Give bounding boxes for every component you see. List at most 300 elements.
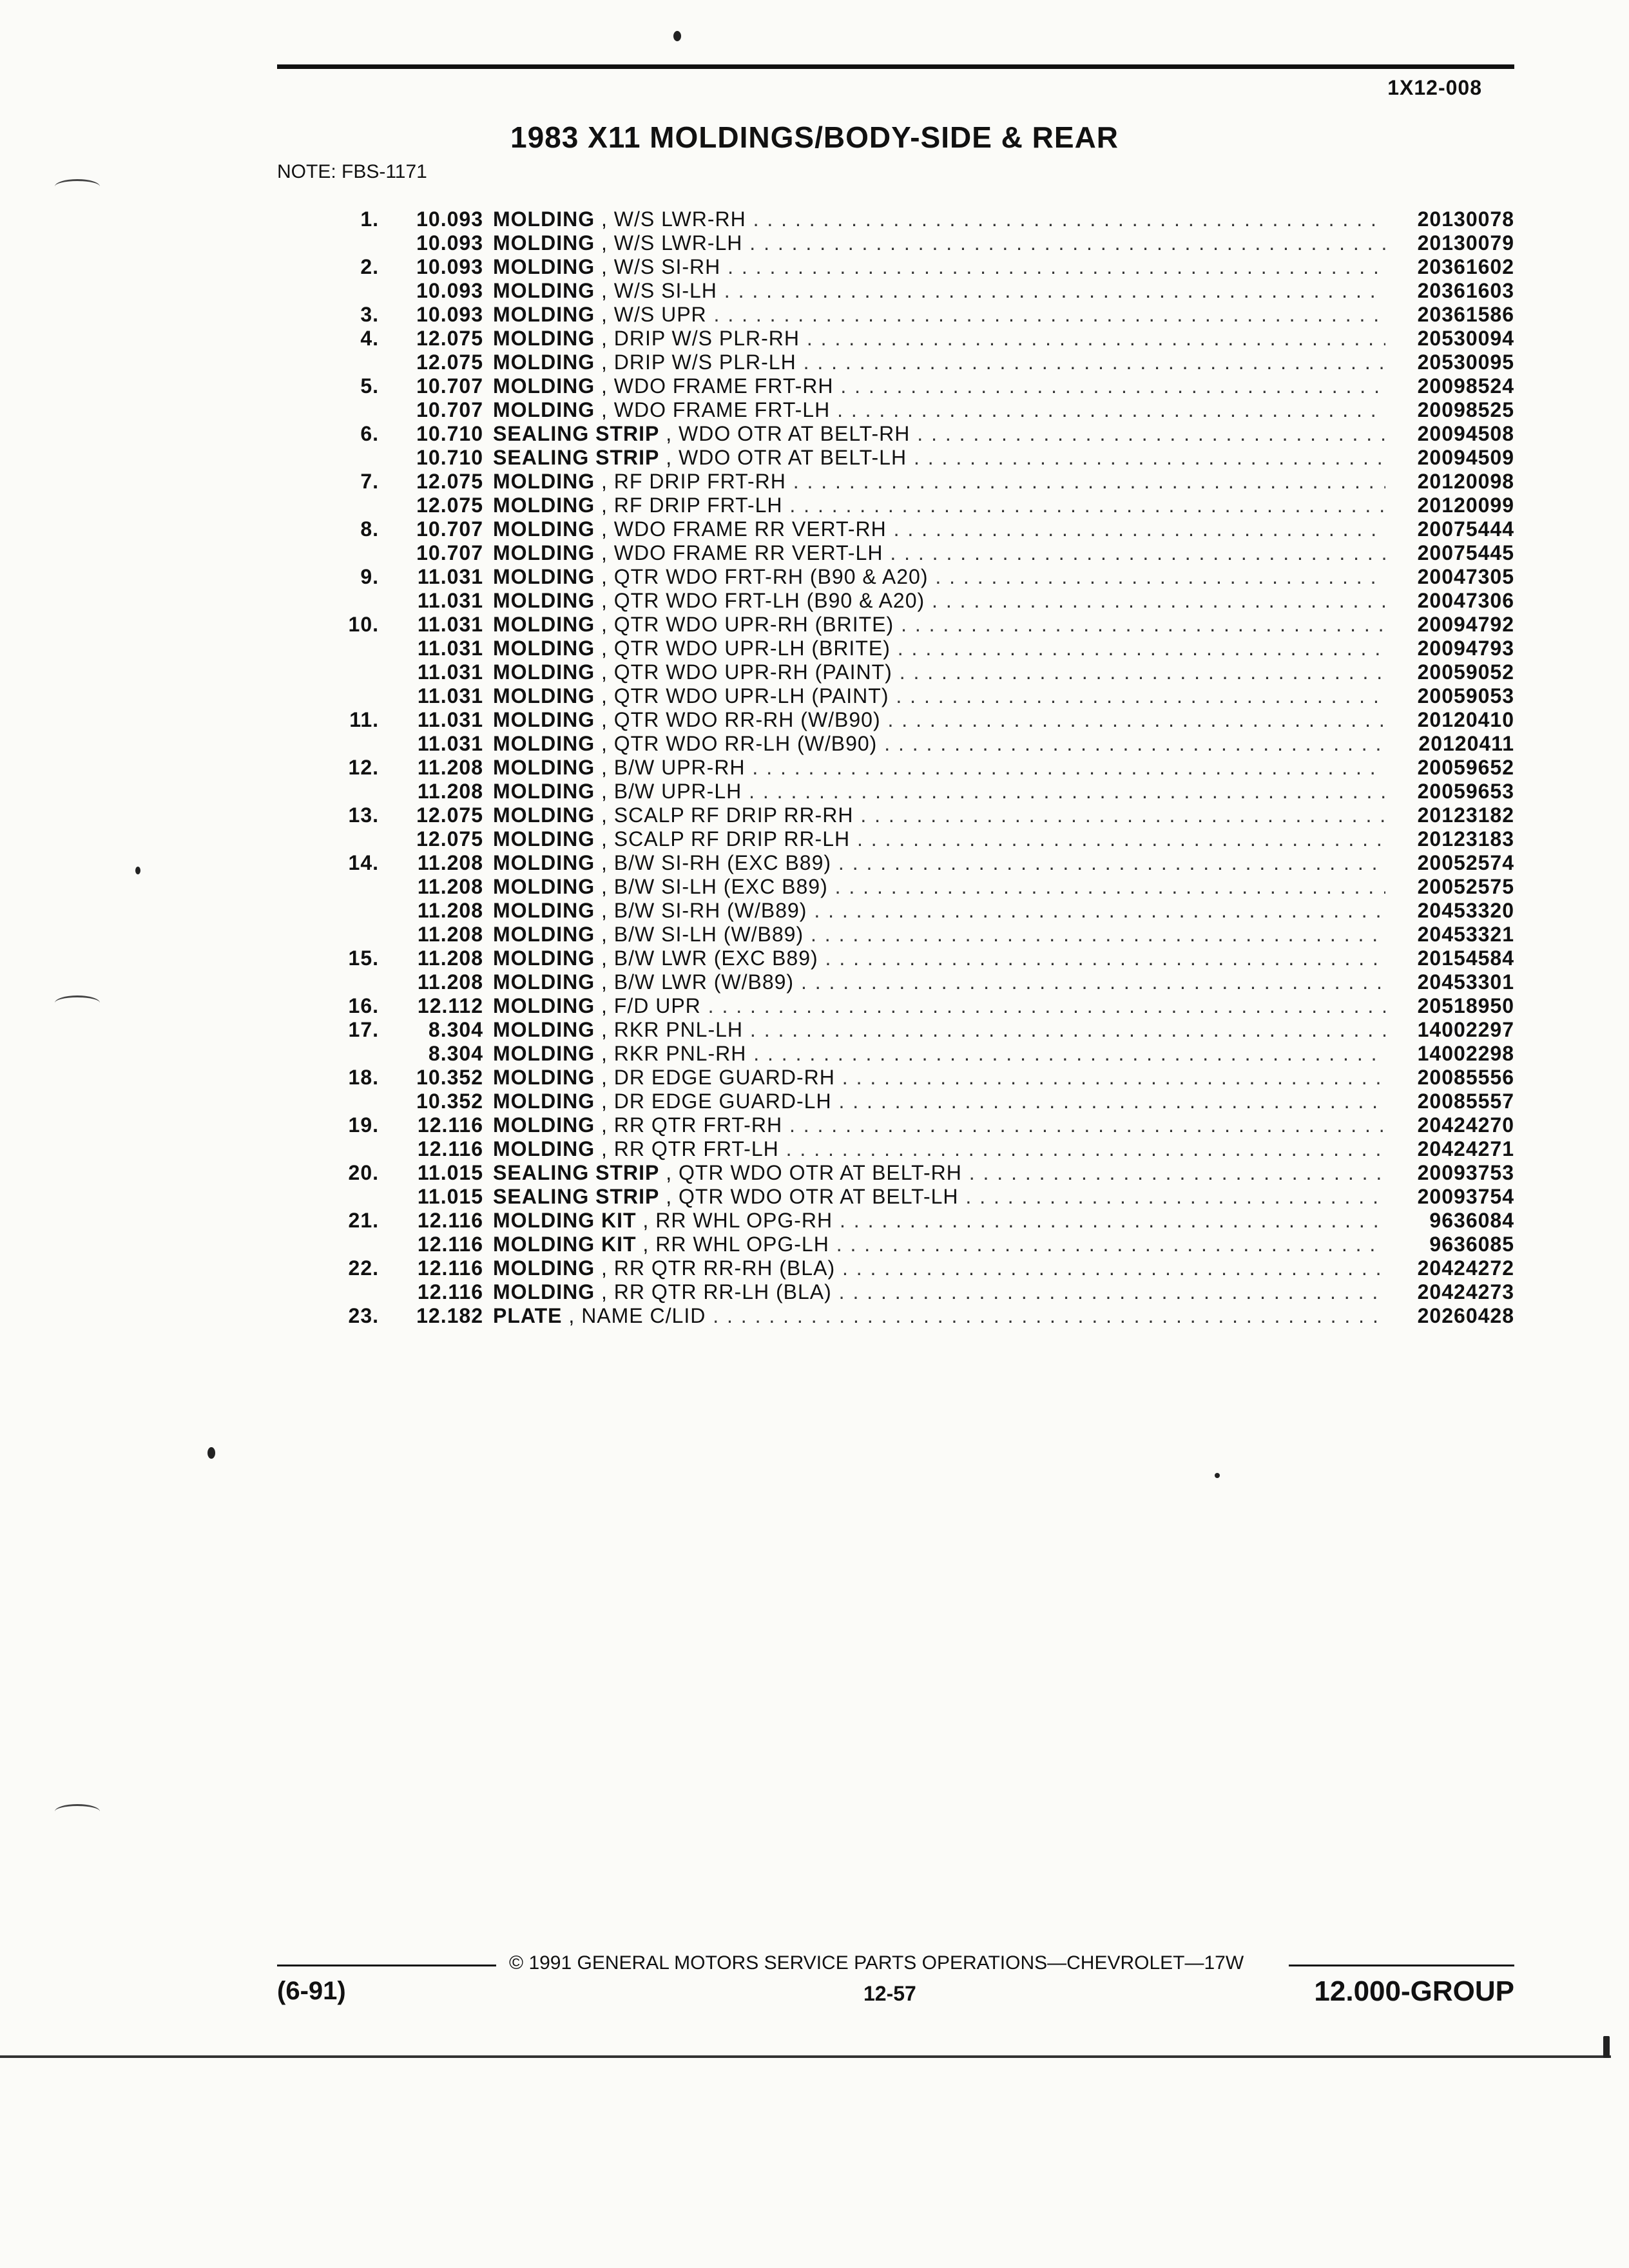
part-row <box>335 1042 1514 1066</box>
part-row <box>335 875 1514 899</box>
part-group-number: 12.116 <box>417 1137 483 1160</box>
page-number: 12-57 <box>863 1982 916 2005</box>
part-ref-number: 8. <box>360 517 379 541</box>
part-description: MOLDING , QTR WDO UPR-RH (PAINT) . . . <box>493 660 1385 684</box>
part-description: SEALING STRIP , WDO OTR AT BELT-RH . . . <box>493 422 1385 446</box>
part-group-number: 11.208 <box>417 756 483 779</box>
part-row <box>335 374 1514 398</box>
part-name: MOLDING <box>493 803 595 827</box>
part-description: MOLDING , QTR WDO FRT-RH (B90 & A20) . . . <box>493 565 1385 589</box>
part-number: 20047305 <box>1392 565 1514 589</box>
footer-rule-left <box>277 1965 496 1966</box>
part-detail: RR WHL OPG-RH <box>655 1209 833 1232</box>
part-description: SEALING STRIP , QTR WDO OTR AT BELT-LH . . . <box>493 1185 1385 1209</box>
part-description: MOLDING KIT , RR WHL OPG-LH . . . <box>493 1233 1385 1256</box>
part-name: MOLDING <box>493 374 595 398</box>
part-name: MOLDING <box>493 851 595 874</box>
scan-speck <box>135 867 140 874</box>
part-description: MOLDING , WDO FRAME FRT-RH . . . <box>493 374 1385 398</box>
part-name: MOLDING <box>493 207 595 231</box>
part-row <box>335 899 1514 923</box>
part-description: MOLDING , DR EDGE GUARD-LH . . . <box>493 1090 1385 1113</box>
part-detail: DRIP W/S PLR-RH <box>613 327 800 350</box>
part-detail: W/S LWR-RH <box>613 207 746 231</box>
part-detail: QTR WDO OTR AT BELT-RH <box>679 1161 962 1184</box>
part-row <box>335 994 1514 1018</box>
binder-hole-mark <box>55 995 100 1010</box>
part-detail: RF DRIP FRT-LH <box>613 494 783 517</box>
part-description: MOLDING , DRIP W/S PLR-LH . . . <box>493 351 1385 374</box>
part-description: MOLDING KIT , RR WHL OPG-RH . . . <box>493 1209 1385 1233</box>
part-detail: RR QTR FRT-LH <box>613 1137 779 1160</box>
part-description: MOLDING , QTR WDO RR-RH (W/B90) . . . <box>493 708 1385 732</box>
part-detail: WDO FRAME FRT-LH <box>613 398 831 421</box>
part-detail: QTR WDO OTR AT BELT-LH <box>679 1185 959 1208</box>
part-number: 20130079 <box>1392 231 1514 255</box>
part-ref-number: 9. <box>360 565 379 588</box>
part-description: SEALING STRIP , QTR WDO OTR AT BELT-RH . . . <box>493 1161 1385 1185</box>
part-row <box>335 494 1514 517</box>
part-description: MOLDING , W/S LWR-RH . . . <box>493 207 1385 231</box>
part-ref-number: 11. <box>349 708 379 731</box>
part-row <box>335 708 1514 732</box>
part-detail: W/S SI-LH <box>613 279 717 302</box>
part-detail: B/W LWR (EXC B89) <box>613 947 818 970</box>
part-row <box>335 1304 1514 1328</box>
part-ref-number: 6. <box>360 422 379 445</box>
part-ref-number: 23. <box>348 1304 379 1327</box>
part-description: MOLDING , W/S LWR-LH . . . <box>493 231 1385 255</box>
binder-hole-mark <box>55 1804 100 1819</box>
part-detail: DR EDGE GUARD-RH <box>613 1066 835 1089</box>
part-group-number: 10.710 <box>416 446 483 469</box>
part-name: MOLDING <box>493 1280 595 1303</box>
part-group-number: 11.031 <box>417 613 483 636</box>
part-description: SEALING STRIP , WDO OTR AT BELT-LH . . . <box>493 446 1385 470</box>
part-name: MOLDING <box>493 756 595 779</box>
part-number: 20093753 <box>1392 1161 1514 1185</box>
part-number: 9636084 <box>1392 1209 1514 1233</box>
part-ref-number: 12. <box>348 756 379 779</box>
part-number: 20120411 <box>1392 732 1514 756</box>
part-row <box>335 756 1514 780</box>
part-description: MOLDING , W/S UPR . . . <box>493 303 1385 327</box>
part-number: 20059652 <box>1392 756 1514 780</box>
part-detail: WDO OTR AT BELT-LH <box>679 446 907 469</box>
part-detail: RR QTR RR-RH (BLA) <box>613 1256 836 1280</box>
part-group-number: 8.304 <box>428 1042 483 1065</box>
part-description: MOLDING , B/W SI-LH (W/B89) . . . <box>493 923 1385 947</box>
part-group-number: 10.093 <box>416 279 483 302</box>
part-number: 20093754 <box>1392 1185 1514 1209</box>
part-group-number: 11.031 <box>417 684 483 707</box>
part-detail: DR EDGE GUARD-LH <box>613 1090 832 1113</box>
part-description: MOLDING , RR QTR RR-RH (BLA) . . . <box>493 1256 1385 1280</box>
part-description: MOLDING , B/W UPR-LH . . . <box>493 780 1385 803</box>
part-number: 20424271 <box>1392 1137 1514 1161</box>
part-detail: SCALP RF DRIP RR-RH <box>613 803 854 827</box>
part-group-number: 12.116 <box>417 1113 483 1137</box>
part-group-number: 10.352 <box>416 1090 483 1113</box>
part-group-number: 11.208 <box>417 947 483 970</box>
part-group-number: 10.707 <box>416 541 483 564</box>
part-number: 20424273 <box>1392 1280 1514 1304</box>
part-row <box>335 541 1514 565</box>
part-ref-number: 22. <box>348 1256 379 1280</box>
part-row <box>335 1185 1514 1209</box>
part-number: 20094793 <box>1392 637 1514 660</box>
part-name: PLATE <box>493 1304 563 1327</box>
part-description: MOLDING , WDO FRAME RR VERT-RH . . . <box>493 517 1385 541</box>
part-row <box>335 303 1514 327</box>
part-group-number: 10.707 <box>416 398 483 421</box>
part-name: MOLDING <box>493 1042 595 1065</box>
part-row <box>335 398 1514 422</box>
part-group-number: 8.304 <box>428 1018 483 1041</box>
part-group-number: 11.031 <box>417 732 483 755</box>
part-detail: B/W SI-LH (W/B89) <box>613 923 804 946</box>
part-description: MOLDING , F/D UPR . . . <box>493 994 1385 1018</box>
part-number: 20075445 <box>1392 541 1514 565</box>
group-label: 12.000-GROUP <box>1314 1975 1514 2007</box>
part-detail: QTR WDO RR-LH (W/B90) <box>613 732 878 755</box>
header-rule <box>277 64 1514 69</box>
scan-speck <box>207 1447 215 1459</box>
part-row <box>335 446 1514 470</box>
part-number: 9636085 <box>1392 1233 1514 1256</box>
part-detail: RR QTR RR-LH (BLA) <box>613 1280 832 1303</box>
part-description: MOLDING , W/S SI-RH . . . <box>493 255 1385 279</box>
part-row <box>335 470 1514 494</box>
copyright: © 1991 GENERAL MOTORS SERVICE PARTS OPERATIONS—CHEVROLET—17W <box>509 1952 1244 1974</box>
part-number: 20123183 <box>1392 827 1514 851</box>
part-name: MOLDING KIT <box>493 1233 637 1256</box>
part-description: MOLDING , B/W SI-LH (EXC B89) . . . <box>493 875 1385 899</box>
part-row <box>335 827 1514 851</box>
part-row <box>335 613 1514 637</box>
part-row <box>335 207 1514 231</box>
part-detail: QTR WDO UPR-RH (BRITE) <box>613 613 894 636</box>
part-number: 20094508 <box>1392 422 1514 446</box>
part-number: 20361586 <box>1392 303 1514 327</box>
part-row <box>335 255 1514 279</box>
part-name: MOLDING <box>493 470 595 493</box>
part-group-number: 11.208 <box>417 923 483 946</box>
part-group-number: 10.093 <box>416 207 483 231</box>
date-code: (6-91) <box>277 1977 346 2005</box>
part-number: 20453301 <box>1392 970 1514 994</box>
part-detail: RR WHL OPG-LH <box>655 1233 829 1256</box>
part-description: MOLDING , RKR PNL-LH . . . <box>493 1018 1385 1042</box>
parts-list <box>335 207 1514 1328</box>
part-row <box>335 1090 1514 1113</box>
part-row <box>335 422 1514 446</box>
part-detail: QTR WDO FRT-LH (B90 & A20) <box>613 589 925 612</box>
part-name: MOLDING <box>493 565 595 588</box>
part-number: 20085556 <box>1392 1066 1514 1090</box>
part-group-number: 10.093 <box>416 255 483 278</box>
part-description: MOLDING , SCALP RF DRIP RR-LH . . . <box>493 827 1385 851</box>
part-name: MOLDING <box>493 827 595 850</box>
part-name: SEALING STRIP <box>493 1185 660 1208</box>
part-ref-number: 18. <box>348 1066 379 1089</box>
binder-hole-mark <box>55 179 100 194</box>
part-description: MOLDING , B/W SI-RH (EXC B89) . . . <box>493 851 1385 875</box>
part-name: MOLDING <box>493 1256 595 1280</box>
part-group-number: 10.707 <box>416 517 483 541</box>
part-detail: W/S UPR <box>613 303 707 326</box>
part-detail: W/S SI-RH <box>613 255 721 278</box>
part-detail: RKR PNL-RH <box>613 1042 747 1065</box>
part-number: 20518950 <box>1392 994 1514 1018</box>
part-row <box>335 947 1514 970</box>
part-number: 20059653 <box>1392 780 1514 803</box>
part-row <box>335 1066 1514 1090</box>
part-group-number: 12.075 <box>416 327 483 350</box>
part-row <box>335 565 1514 589</box>
part-name: MOLDING <box>493 494 595 517</box>
footer-rule-right <box>1289 1965 1514 1966</box>
part-description: MOLDING , W/S SI-LH . . . <box>493 279 1385 303</box>
part-name: MOLDING <box>493 875 595 898</box>
part-group-number: 12.116 <box>417 1280 483 1303</box>
part-name: MOLDING <box>493 994 595 1017</box>
part-description: MOLDING , QTR WDO UPR-RH (BRITE) . . . <box>493 613 1385 637</box>
part-description: MOLDING , RR QTR RR-LH (BLA) . . . <box>493 1280 1385 1304</box>
part-name: MOLDING <box>493 231 595 255</box>
part-name: MOLDING <box>493 351 595 374</box>
part-description: MOLDING , RKR PNL-RH . . . <box>493 1042 1385 1066</box>
part-number: 20094792 <box>1392 613 1514 637</box>
part-description: MOLDING , QTR WDO RR-LH (W/B90) . . . <box>493 732 1385 756</box>
part-group-number: 12.182 <box>416 1304 483 1327</box>
part-row <box>335 1209 1514 1233</box>
part-name: MOLDING <box>493 1018 595 1041</box>
part-name: SEALING STRIP <box>493 1161 660 1184</box>
part-group-number: 11.208 <box>417 780 483 803</box>
part-name: MOLDING <box>493 1113 595 1137</box>
part-ref-number: 1. <box>360 207 379 231</box>
part-row <box>335 517 1514 541</box>
part-row <box>335 780 1514 803</box>
part-detail: SCALP RF DRIP RR-LH <box>613 827 851 850</box>
part-group-number: 12.116 <box>417 1233 483 1256</box>
part-description: MOLDING , QTR WDO UPR-LH (PAINT) . . . <box>493 684 1385 708</box>
part-group-number: 12.075 <box>416 494 483 517</box>
part-row <box>335 1233 1514 1256</box>
part-number: 20120098 <box>1392 470 1514 494</box>
part-group-number: 10.352 <box>416 1066 483 1089</box>
part-group-number: 11.031 <box>417 637 483 660</box>
part-number: 20424270 <box>1392 1113 1514 1137</box>
part-name: MOLDING <box>493 541 595 564</box>
part-description: MOLDING , DRIP W/S PLR-RH . . . <box>493 327 1385 351</box>
part-name: MOLDING <box>493 637 595 660</box>
part-number: 20123182 <box>1392 803 1514 827</box>
part-name: SEALING STRIP <box>493 446 660 469</box>
part-group-number: 12.075 <box>416 351 483 374</box>
part-ref-number: 2. <box>360 255 379 278</box>
part-name: MOLDING <box>493 684 595 707</box>
part-ref-number: 14. <box>348 851 379 874</box>
part-number: 20361602 <box>1392 255 1514 279</box>
part-detail: B/W LWR (W/B89) <box>613 970 795 994</box>
part-detail: QTR WDO UPR-LH (BRITE) <box>613 637 891 660</box>
part-group-number: 10.707 <box>416 374 483 398</box>
part-description: MOLDING , B/W SI-RH (W/B89) . . . <box>493 899 1385 923</box>
part-ref-number: 13. <box>348 803 379 827</box>
part-number: 20424272 <box>1392 1256 1514 1280</box>
part-detail: F/D UPR <box>613 994 701 1017</box>
part-detail: QTR WDO FRT-RH (B90 & A20) <box>613 565 929 588</box>
part-number: 20120099 <box>1392 494 1514 517</box>
part-group-number: 12.116 <box>417 1256 483 1280</box>
page-bottom-rule <box>0 2055 1611 2058</box>
part-group-number: 12.075 <box>416 803 483 827</box>
part-name: MOLDING <box>493 303 595 326</box>
part-number: 20453321 <box>1392 923 1514 947</box>
part-description: MOLDING , WDO FRAME RR VERT-LH . . . <box>493 541 1385 565</box>
part-number: 20085557 <box>1392 1090 1514 1113</box>
part-number: 14002297 <box>1392 1018 1514 1042</box>
part-ref-number: 17. <box>348 1018 379 1041</box>
part-detail: B/W UPR-LH <box>613 780 742 803</box>
part-row <box>335 923 1514 947</box>
part-row <box>335 732 1514 756</box>
part-name: MOLDING <box>493 589 595 612</box>
part-detail: RKR PNL-LH <box>613 1018 744 1041</box>
part-number: 20530095 <box>1392 351 1514 374</box>
part-detail: B/W SI-RH (EXC B89) <box>613 851 832 874</box>
part-name: MOLDING <box>493 1137 595 1160</box>
part-number: 20154584 <box>1392 947 1514 970</box>
part-row <box>335 351 1514 374</box>
part-row <box>335 637 1514 660</box>
part-description: MOLDING , WDO FRAME FRT-LH . . . <box>493 398 1385 422</box>
part-row <box>335 1256 1514 1280</box>
part-row <box>335 327 1514 351</box>
part-number: 20094509 <box>1392 446 1514 470</box>
part-description: MOLDING , B/W LWR (EXC B89) . . . <box>493 947 1385 970</box>
part-detail: NAME C/LID <box>581 1304 706 1327</box>
part-row <box>335 1161 1514 1185</box>
part-number: 20098524 <box>1392 374 1514 398</box>
page-id: 1X12-008 <box>1387 76 1482 99</box>
scan-speck <box>1603 2036 1610 2058</box>
part-row <box>335 1280 1514 1304</box>
part-name: MOLDING <box>493 660 595 684</box>
part-ref-number: 4. <box>360 327 379 350</box>
part-number: 20361603 <box>1392 279 1514 303</box>
part-ref-number: 21. <box>348 1209 379 1232</box>
part-group-number: 11.208 <box>417 875 483 898</box>
part-group-number: 12.075 <box>416 470 483 493</box>
part-description: MOLDING , RF DRIP FRT-RH . . . <box>493 470 1385 494</box>
part-description: PLATE , NAME C/LID . . . <box>493 1304 1385 1328</box>
part-ref-number: 15. <box>348 947 379 970</box>
part-ref-number: 5. <box>360 374 379 398</box>
part-detail: RR QTR FRT-RH <box>613 1113 783 1137</box>
part-number: 20120410 <box>1392 708 1514 732</box>
part-number: 20047306 <box>1392 589 1514 613</box>
note: NOTE: FBS-1171 <box>277 161 427 182</box>
part-number: 20098525 <box>1392 398 1514 422</box>
part-description: MOLDING , QTR WDO UPR-LH (BRITE) . . . <box>493 637 1385 660</box>
part-detail: QTR WDO UPR-LH (PAINT) <box>613 684 889 707</box>
part-name: MOLDING <box>493 398 595 421</box>
part-ref-number: 7. <box>360 470 379 493</box>
part-detail: W/S LWR-LH <box>613 231 743 255</box>
part-row <box>335 279 1514 303</box>
part-row <box>335 1018 1514 1042</box>
part-row <box>335 970 1514 994</box>
part-number: 20453320 <box>1392 899 1514 923</box>
part-group-number: 11.031 <box>417 565 483 588</box>
part-row <box>335 803 1514 827</box>
part-row <box>335 1113 1514 1137</box>
scan-speck <box>1215 1473 1220 1478</box>
part-row <box>335 660 1514 684</box>
part-row <box>335 589 1514 613</box>
part-group-number: 12.116 <box>417 1209 483 1232</box>
part-description: MOLDING , B/W UPR-RH . . . <box>493 756 1385 780</box>
part-number: 20075444 <box>1392 517 1514 541</box>
part-detail: B/W SI-LH (EXC B89) <box>613 875 828 898</box>
part-name: MOLDING <box>493 923 595 946</box>
part-name: MOLDING <box>493 780 595 803</box>
part-ref-number: 16. <box>348 994 379 1017</box>
part-description: MOLDING , DR EDGE GUARD-RH . . . <box>493 1066 1385 1090</box>
part-name: MOLDING <box>493 327 595 350</box>
part-name: MOLDING <box>493 279 595 302</box>
part-name: MOLDING <box>493 517 595 541</box>
part-group-number: 10.093 <box>416 231 483 255</box>
part-description: MOLDING , RR QTR FRT-RH . . . <box>493 1113 1385 1137</box>
part-number: 20130078 <box>1392 207 1514 231</box>
part-group-number: 11.208 <box>417 851 483 874</box>
page-title: 1983 X11 MOLDINGS/BODY-SIDE & REAR <box>510 120 1119 154</box>
part-group-number: 10.710 <box>416 422 483 445</box>
part-ref-number: 3. <box>360 303 379 326</box>
part-name: MOLDING KIT <box>493 1209 637 1232</box>
part-detail: DRIP W/S PLR-LH <box>613 351 796 374</box>
part-detail: B/W UPR-RH <box>613 756 746 779</box>
part-ref-number: 10. <box>348 613 379 636</box>
part-name: MOLDING <box>493 613 595 636</box>
part-number: 14002298 <box>1392 1042 1514 1066</box>
part-name: MOLDING <box>493 899 595 922</box>
part-detail: WDO FRAME RR VERT-RH <box>613 517 887 541</box>
part-group-number: 11.208 <box>417 899 483 922</box>
part-detail: B/W SI-RH (W/B89) <box>613 899 807 922</box>
part-number: 20052575 <box>1392 875 1514 899</box>
part-row <box>335 684 1514 708</box>
part-name: SEALING STRIP <box>493 422 660 445</box>
part-group-number: 12.075 <box>416 827 483 850</box>
part-detail: WDO FRAME RR VERT-LH <box>613 541 883 564</box>
part-name: MOLDING <box>493 1090 595 1113</box>
part-group-number: 11.031 <box>417 708 483 731</box>
part-row <box>335 231 1514 255</box>
part-name: MOLDING <box>493 708 595 731</box>
part-group-number: 11.031 <box>417 589 483 612</box>
part-number: 20059052 <box>1392 660 1514 684</box>
part-name: MOLDING <box>493 732 595 755</box>
part-name: MOLDING <box>493 970 595 994</box>
part-description: MOLDING , B/W LWR (W/B89) . . . <box>493 970 1385 994</box>
scan-speck <box>673 31 681 41</box>
part-group-number: 10.093 <box>416 303 483 326</box>
